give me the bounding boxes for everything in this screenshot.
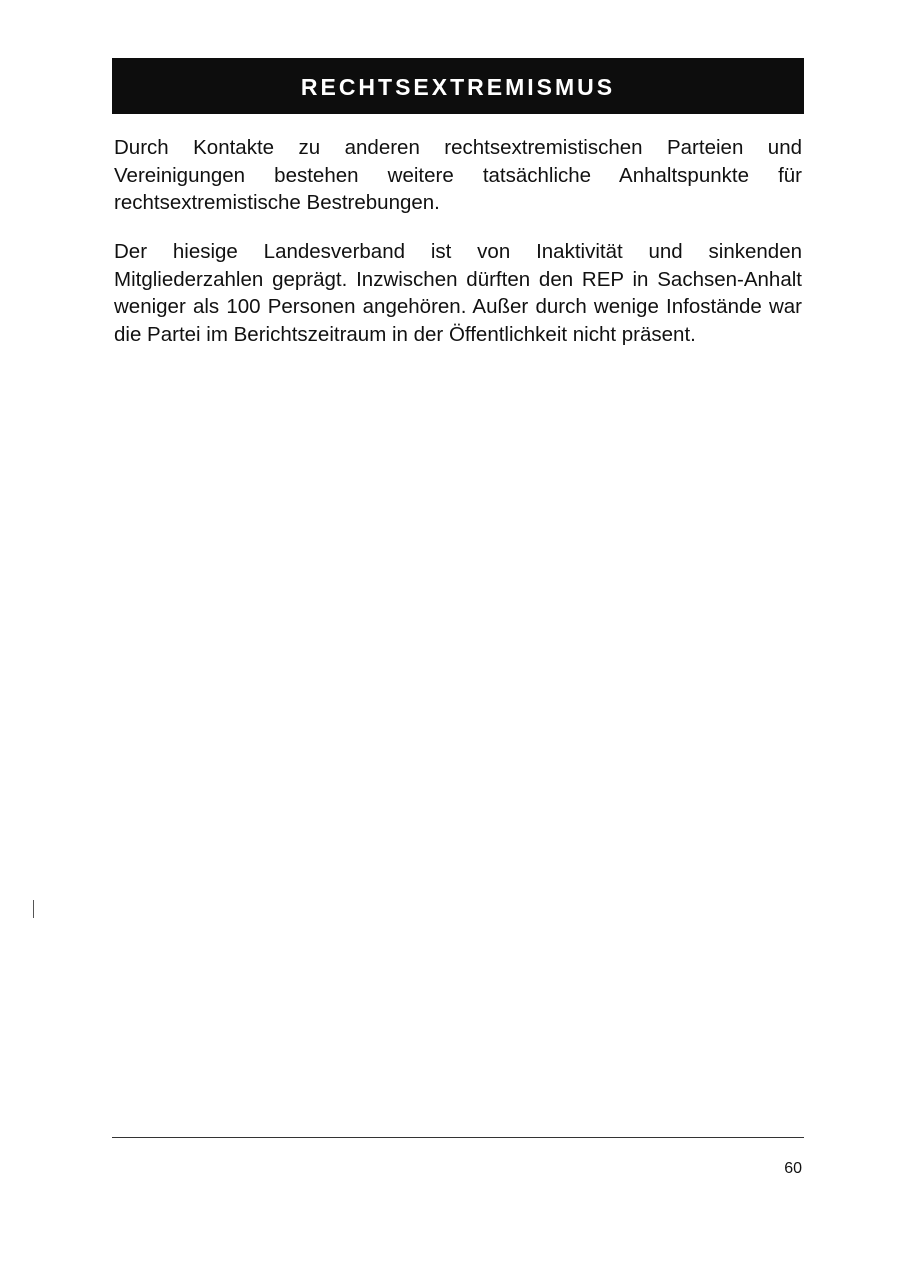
body-paragraph-1: Durch Kontakte zu anderen rechtsextremistischen Parteien und Vereinigungen bestehen weitere tatsächliche Anhaltspunkte für rechtsextremistische Bestrebungen. <box>114 136 802 215</box>
margin-mark <box>33 900 34 918</box>
body-paragraph-2: Der hiesige Landesverband ist von Inaktivität und sinkenden Mitgliederzahlen geprägt. Inzwischen dürften den REP in Sachsen-Anhalt weniger als 100 Personen angehören. Außer durch wenige Infostände war die Partei im Berichtszeitraum in der Öffentlichkeit nicht präsent. <box>114 240 802 346</box>
page-number: 60 <box>784 1160 802 1177</box>
section-header-bar <box>112 58 804 114</box>
footer-divider <box>112 1137 804 1138</box>
section-title: RECHTSEXTREMISMUS <box>300 73 616 100</box>
